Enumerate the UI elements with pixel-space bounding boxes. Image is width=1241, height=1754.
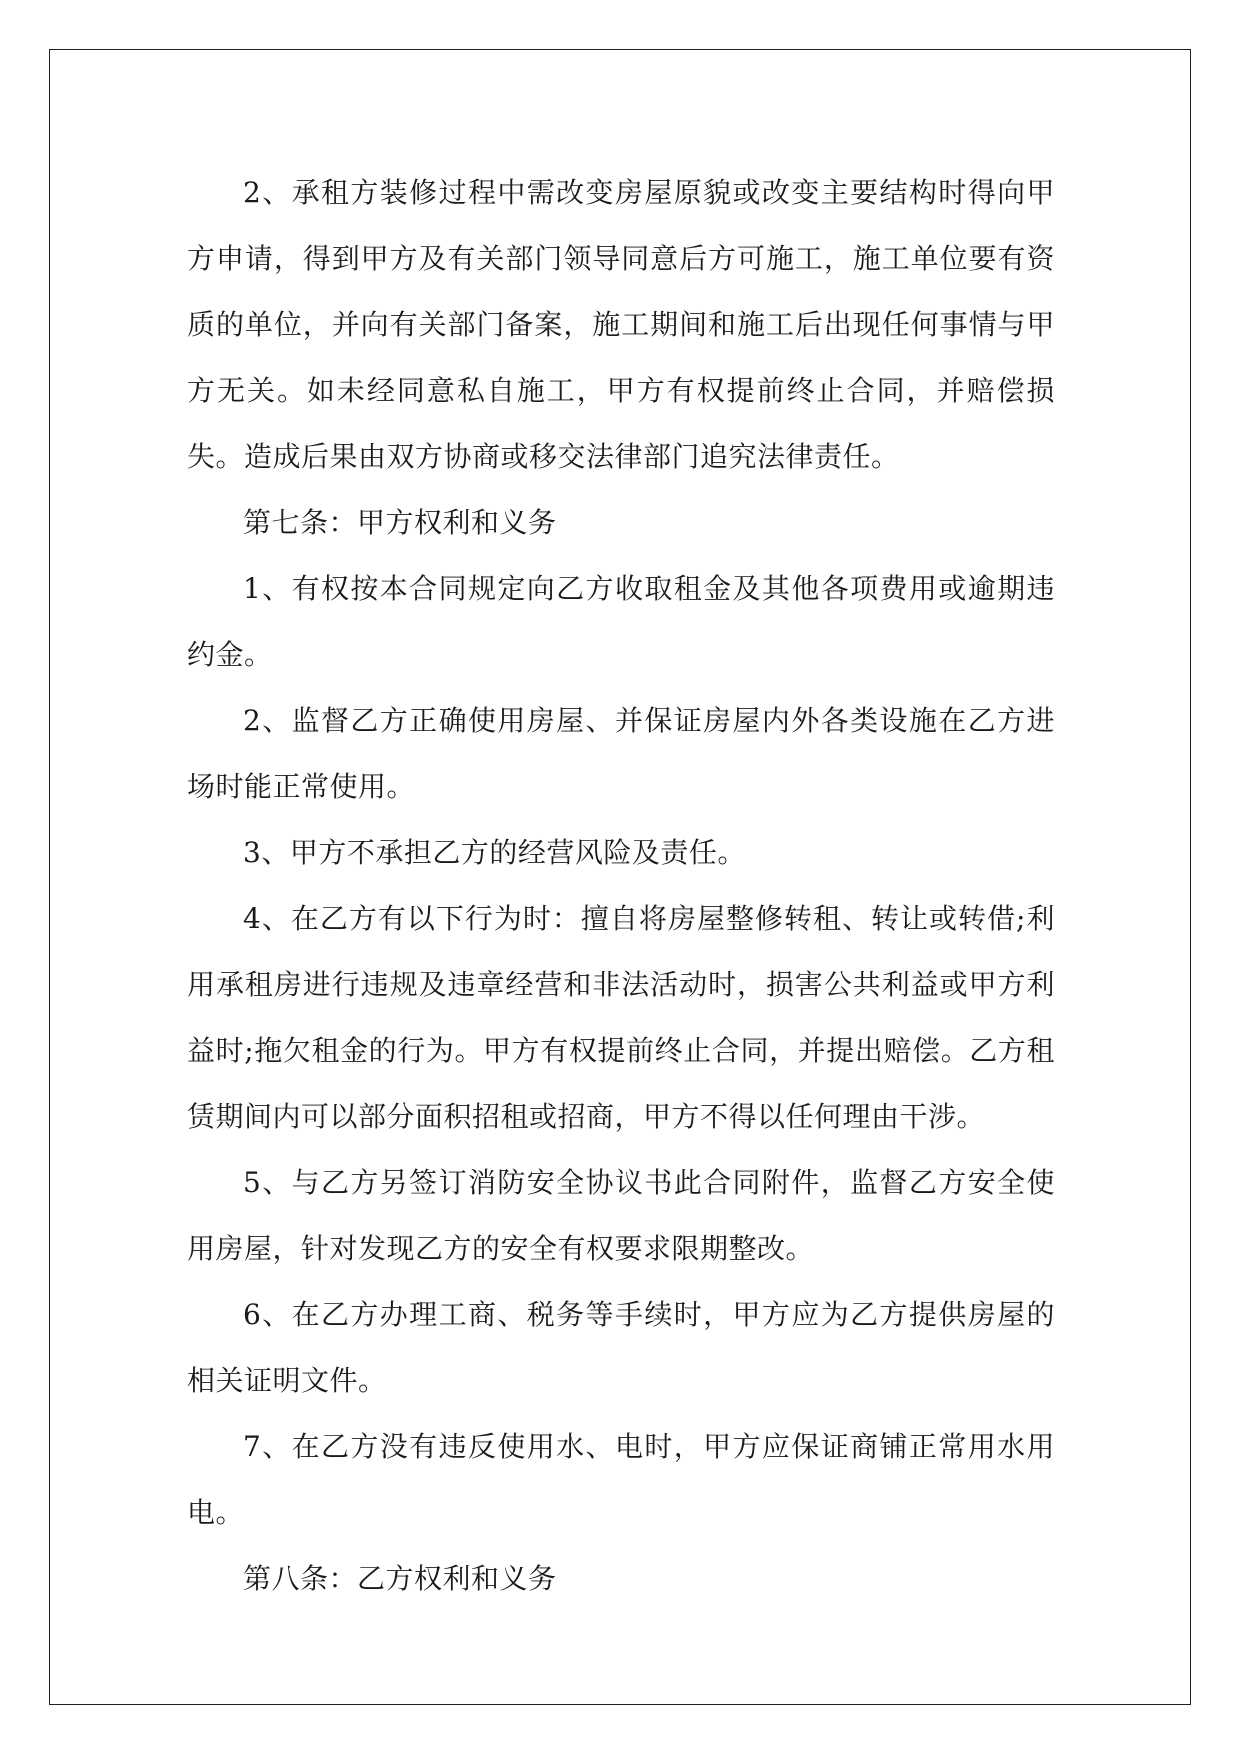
paragraph-renovation-clause: 2、承租方装修过程中需改变房屋原貌或改变主要结构时得向甲方申请，得到甲方及有关部门领导同意后方可施工，施工单位要有资质的单位，并向有关部门备案，施工期间和施工后出现任何事情与甲方无关。如未经同意私自施工，甲方有权提前终止合同，并赔偿损失。造成后果由双方协商或移交法律部门追究法律责任。 [187, 176, 1055, 473]
section-heading-article-7: 第七条：甲方权利和义务 [243, 506, 557, 539]
section-heading-article-8: 第八条：乙方权利和义务 [243, 1562, 557, 1595]
paragraph-party-a-item-2: 2、监督乙方正确使用房屋、并保证房屋内外各类设施在乙方进场时能正常使用。 [187, 704, 1055, 803]
paragraph-party-a-item-4: 4、在乙方有以下行为时：擅自将房屋整修转租、转让或转借;利用承租房进行违规及违章经营和非法活动时，损害公共利益或甲方利益时;拖欠租金的行为。甲方有权提前终止合同，并提出赔偿。乙方租赁期间内可以部分面积招租或招商，甲方不得以任何理由干涉。 [187, 902, 1055, 1133]
paragraph-party-a-item-5: 5、与乙方另签订消防安全协议书此合同附件，监督乙方安全使用房屋，针对发现乙方的安全有权要求限期整改。 [187, 1166, 1055, 1265]
paragraph-party-a-item-7: 7、在乙方没有违反使用水、电时，甲方应保证商铺正常用水用电。 [187, 1430, 1055, 1529]
paragraph-party-a-item-1: 1、有权按本合同规定向乙方收取租金及其他各项费用或逾期违约金。 [187, 572, 1055, 671]
paragraph-party-a-item-6: 6、在乙方办理工商、税务等手续时，甲方应为乙方提供房屋的相关证明文件。 [187, 1298, 1055, 1397]
paragraph-party-a-item-3: 3、甲方不承担乙方的经营风险及责任。 [243, 836, 746, 869]
document-body [187, 160, 1055, 1612]
